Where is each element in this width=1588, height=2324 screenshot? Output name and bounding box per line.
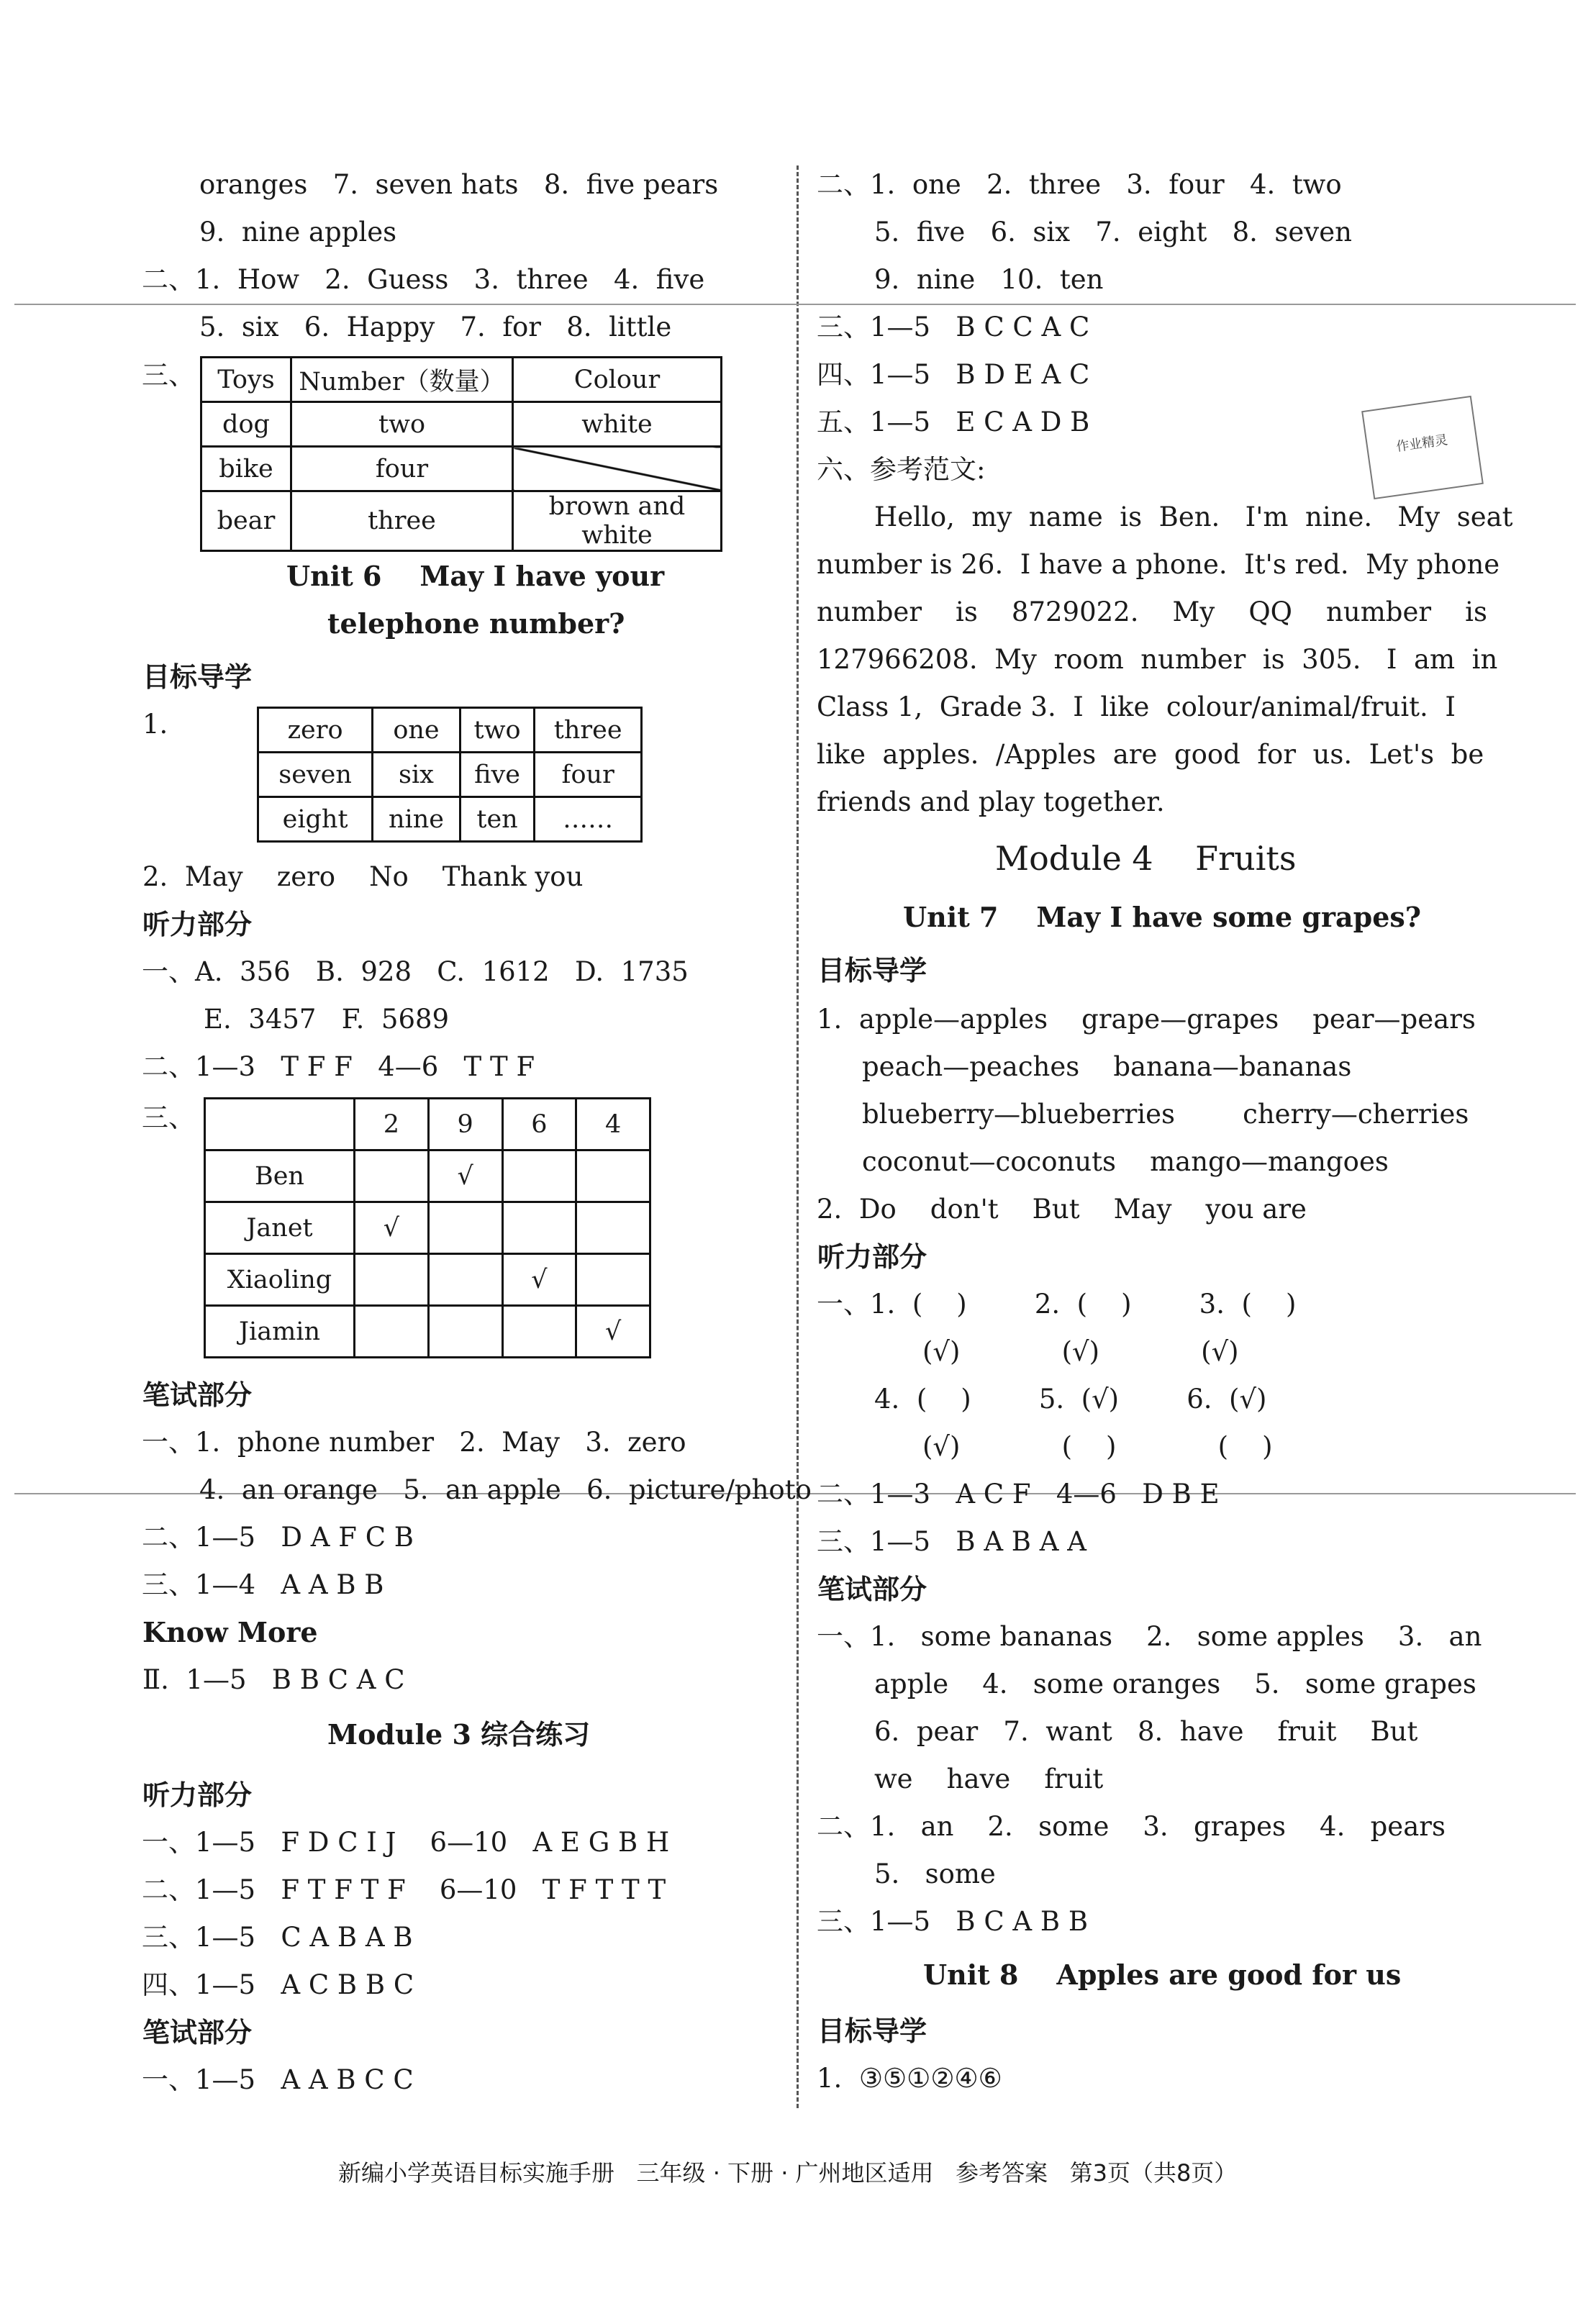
section-heading: 笔试部分 <box>817 1574 927 1605</box>
line-l5-prefix: 三、 <box>142 360 195 391</box>
page-footer: 新编小学英语目标实施手册 三年级 · 下册 · 广州地区适用 参考答案 第3页（共8页） <box>338 2159 1238 2187</box>
u7l: 一、1. some bananas 2. some apples 3. an <box>817 1621 1482 1652</box>
r3: 9. nine 10. ten <box>874 264 1104 295</box>
check-table <box>204 1097 651 1358</box>
u7i: (√) ( ) ( ) <box>922 1431 1273 1462</box>
line-l2: 9. nine apples <box>199 217 397 248</box>
section-heading: 听力部分 <box>142 1779 253 1811</box>
section-heading: 目标导学 <box>817 2015 927 2047</box>
r1: 二、1. one 2. three 3. four 4. two <box>817 169 1342 200</box>
table-cell: 6 <box>502 1099 576 1150</box>
essay-line: friends and play together. <box>817 786 1165 817</box>
bs1a: 一、1. phone number 2. May 3. zero <box>142 1427 686 1458</box>
bs2: 二、1—5 D A F C B <box>142 1522 414 1553</box>
u7e: 2. Do don't But May you are <box>817 1194 1307 1225</box>
table-cell: Ben <box>205 1150 355 1202</box>
table-cell: five <box>460 753 535 797</box>
m3e: 一、1—5 A A B C C <box>142 2064 414 2095</box>
r2: 5. five 6. six 7. eight 8. seven <box>874 217 1352 248</box>
table-cell: one <box>373 708 460 753</box>
u7n: 6. pear 7. want 8. have fruit But <box>874 1716 1418 1747</box>
unit7-title: Unit 7 May I have some grapes? <box>903 901 1422 933</box>
u8a: 1. ③⑤①②④⑥ <box>817 2063 1002 2094</box>
table-cell: Janet <box>205 1202 355 1254</box>
table-cell <box>428 1202 502 1254</box>
ting1b: E. 3457 F. 5689 <box>204 1004 450 1035</box>
table-cell: nine <box>373 797 460 842</box>
u7j: 二、1—3 A C F 4—6 D B E <box>817 1479 1220 1510</box>
table-cell: eight <box>258 797 373 842</box>
table-cell: √ <box>428 1150 502 1202</box>
table-cell <box>576 1150 650 1202</box>
table-cell <box>576 1202 650 1254</box>
table-cell <box>428 1306 502 1358</box>
stamp-text: 作业精灵 <box>1395 432 1449 455</box>
module4-title: Module 4 Fruits <box>995 839 1297 878</box>
table-cell <box>428 1254 502 1306</box>
table-cell <box>576 1254 650 1306</box>
table-cell: √ <box>502 1254 576 1306</box>
scan-line-top <box>14 304 1576 305</box>
table-cell: bear <box>201 491 291 551</box>
m3b: 二、1—5 F T F T F 6—10 T F T T T <box>142 1874 666 1905</box>
table-cell: bike <box>201 447 291 491</box>
section-heading: 听力部分 <box>142 909 253 940</box>
u7m: apple 4. some oranges 5. some grapes <box>874 1669 1476 1699</box>
essay-line: number is 8729022. My QQ number is <box>817 596 1487 627</box>
u7b: peach—peaches banana—bananas <box>862 1051 1352 1082</box>
toys-header: Toys <box>201 358 291 402</box>
table-cell: 4 <box>576 1099 650 1150</box>
line-l4: 5. six 6. Happy 7. for 8. little <box>199 312 672 342</box>
u7q: 5. some <box>874 1858 996 1889</box>
column-divider <box>797 165 799 2108</box>
toys-table <box>200 356 722 552</box>
module3-title: Module 3 综合练习 <box>327 1718 591 1751</box>
numbers-table <box>257 707 643 843</box>
colour-header: Colour <box>513 358 722 402</box>
u7r: 三、1—5 B C A B B <box>817 1906 1089 1937</box>
u7a: 1. apple—apples grape—grapes pear—pears <box>817 1004 1476 1035</box>
essay-line: 127966208. My room number is 305. I am in <box>817 644 1498 675</box>
table-cell: zero <box>258 708 373 753</box>
section-heading: 笔试部分 <box>142 1379 253 1411</box>
table-cell: four <box>291 447 513 491</box>
table-cell <box>502 1150 576 1202</box>
unit6-title-2: telephone number? <box>327 607 625 640</box>
table-cell: seven <box>258 753 373 797</box>
section-heading: 目标导学 <box>142 661 253 693</box>
table-cell <box>355 1150 429 1202</box>
m3c: 三、1—5 C A B A B <box>142 1922 413 1953</box>
table-cell: two <box>291 402 513 447</box>
bs1b: 4. an orange 5. an apple 6. picture/photo <box>199 1474 812 1505</box>
section-heading: 目标导学 <box>817 955 927 986</box>
u7o: we have fruit <box>874 1764 1104 1794</box>
know-more-answers: Ⅱ. 1—5 B B C A C <box>142 1664 405 1695</box>
diagonal-cell <box>513 447 722 491</box>
q2: 2. May zero No Thank you <box>142 861 584 892</box>
ting1a: 一、A. 356 B. 928 C. 1612 D. 1735 <box>142 956 689 987</box>
table-cell <box>205 1099 355 1150</box>
stamp-logo <box>1361 396 1484 499</box>
r4: 三、1—5 B C C A C <box>817 312 1090 342</box>
table-cell: ten <box>460 797 535 842</box>
table-cell: Xiaoling <box>205 1254 355 1306</box>
table-cell: three <box>291 491 513 551</box>
table-cell <box>502 1202 576 1254</box>
table-cell: 2 <box>355 1099 429 1150</box>
r5: 四、1—5 B D E A C <box>817 359 1090 390</box>
section-heading: 笔试部分 <box>142 2017 253 2048</box>
table-cell: √ <box>576 1306 650 1358</box>
table-cell <box>355 1254 429 1306</box>
m3d: 四、1—5 A C B B C <box>142 1969 414 2000</box>
table-cell: four <box>535 753 642 797</box>
table-cell <box>502 1306 576 1358</box>
table-cell: dog <box>201 402 291 447</box>
q1-label: 1. <box>142 709 168 740</box>
u7p: 二、1. an 2. some 3. grapes 4. pears <box>817 1811 1446 1842</box>
table-cell <box>355 1306 429 1358</box>
essay-line: number is 26. I have a phone. It's red. My phone <box>817 549 1500 580</box>
table-cell: white <box>513 402 722 447</box>
m3a: 一、1—5 F D C I J 6—10 A E G B H <box>142 1827 670 1858</box>
section-heading: 听力部分 <box>817 1241 927 1273</box>
u7g: (√) (√) (√) <box>922 1336 1239 1367</box>
line-l3: 二、1. How 2. Guess 3. three 4. five <box>142 264 705 295</box>
unit8-title: Unit 8 Apples are good for us <box>923 1958 1402 1991</box>
table-cell: √ <box>355 1202 429 1254</box>
unit6-title-1: Unit 6 May I have your <box>286 560 665 592</box>
table-cell: two <box>460 708 535 753</box>
table-cell: Jiamin <box>205 1306 355 1358</box>
essay-line: Hello, my name is Ben. I'm nine. My seat <box>874 501 1513 532</box>
r6: 五、1—5 E C A D B <box>817 407 1090 437</box>
ting3-prefix: 三、 <box>142 1102 195 1133</box>
ting2: 二、1—3 T F F 4—6 T T F <box>142 1051 535 1082</box>
essay-line: like apples. /Apples are good for us. Let's be <box>817 739 1484 770</box>
essay-line: Class 1, Grade 3. I like colour/animal/fruit. I <box>817 691 1456 722</box>
u7c: blueberry—blueberries cherry—cherries <box>862 1099 1469 1130</box>
bs3: 三、1—4 A A B B <box>142 1569 384 1600</box>
r7: 六、参考范文: <box>817 454 986 485</box>
table-cell: brown and white <box>513 491 722 551</box>
u7f: 一、1. ( ) 2. ( ) 3. ( ) <box>817 1289 1297 1320</box>
know-more-heading: Know More <box>142 1616 318 1648</box>
table-cell: 9 <box>428 1099 502 1150</box>
table-cell: six <box>373 753 460 797</box>
u7h: 4. ( ) 5. (√) 6. (√) <box>874 1384 1267 1415</box>
u7d: coconut—coconuts mango—mangoes <box>862 1146 1389 1177</box>
line-l1: oranges 7. seven hats 8. five pears <box>199 169 719 200</box>
table-cell: …… <box>535 797 642 842</box>
table-cell: three <box>535 708 642 753</box>
u7k: 三、1—5 B A B A A <box>817 1526 1086 1557</box>
number-header: Number（数量） <box>291 358 513 402</box>
